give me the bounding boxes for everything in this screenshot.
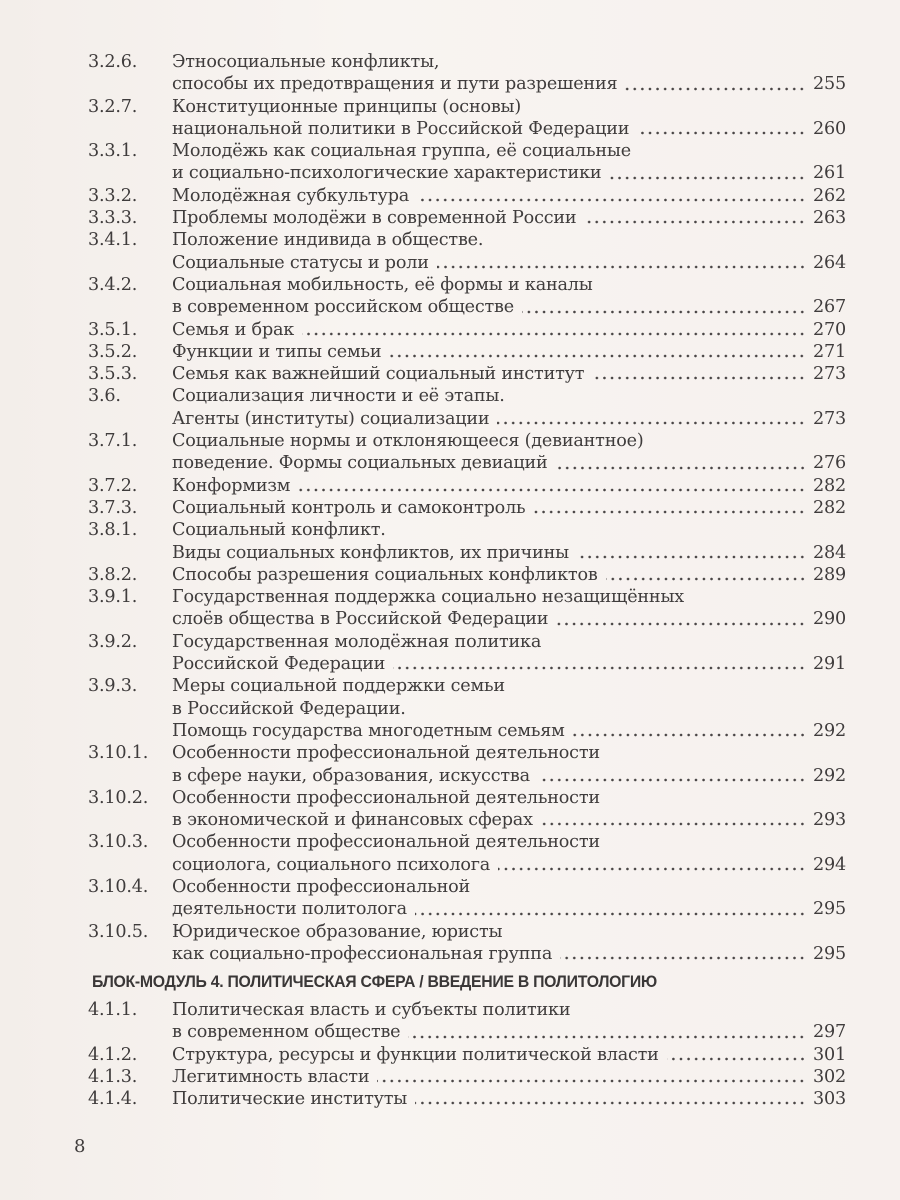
- entry-title: Особенности профессиональной деятельности: [172, 832, 600, 853]
- dot-leader: [667, 1057, 806, 1061]
- entry-page: 270: [813, 319, 846, 340]
- entry-title: в современном обществе: [172, 1022, 401, 1043]
- dot-leader: [592, 376, 806, 380]
- entry-title: в Российской Федерации.: [172, 698, 406, 719]
- dot-leader: [408, 1035, 806, 1039]
- entry-title: Семья как важнейший социальный институт: [172, 364, 585, 385]
- entry-title: Помощь государства многодетным семьям: [172, 720, 565, 741]
- toc-line: [88, 1044, 846, 1066]
- entry-title: Структура, ресурсы и функции политической власти: [172, 1044, 659, 1065]
- toc-entry[interactable]: [88, 675, 846, 742]
- entry-title: Политические институты: [172, 1089, 408, 1110]
- dot-leader: [302, 332, 806, 336]
- entry-title: Особенности профессиональной деятельности: [172, 787, 600, 808]
- entry-title: в экономической и финансовых сферах: [172, 810, 533, 831]
- entry-number: 3.2.7.: [88, 96, 138, 117]
- entry-title: способы их предотвращения и пути разрешения: [172, 74, 618, 95]
- toc-line: [88, 274, 846, 296]
- toc-entry[interactable]: [88, 831, 846, 876]
- toc-line: [88, 96, 846, 118]
- toc-line: [88, 363, 846, 385]
- toc-line: [88, 586, 846, 608]
- toc-entry[interactable]: [88, 519, 846, 564]
- toc-line: [88, 140, 846, 162]
- toc-entry[interactable]: [88, 787, 846, 832]
- toc-entry[interactable]: [88, 564, 846, 586]
- toc-line: [88, 185, 846, 207]
- entry-page: 297: [813, 1022, 846, 1043]
- entry-number: 3.10.3.: [88, 832, 149, 853]
- entry-title: национальной политики в Российской Федерации: [172, 118, 630, 139]
- dot-leader: [533, 510, 806, 514]
- entry-page: 273: [813, 364, 846, 385]
- entry-number: 3.10.2.: [88, 787, 149, 808]
- dot-leader: [497, 421, 806, 425]
- entry-title: Конституционные принципы (основы): [172, 96, 522, 117]
- toc-entry[interactable]: [88, 631, 846, 676]
- dot-leader: [637, 131, 806, 135]
- toc-line: [88, 720, 846, 742]
- dot-leader: [556, 466, 806, 470]
- entry-number: 3.6.: [88, 386, 121, 407]
- toc-line: [88, 319, 846, 341]
- toc-line: [88, 408, 846, 430]
- toc-entry[interactable]: [88, 363, 846, 385]
- page-number: 8: [74, 1136, 86, 1157]
- toc-line: [88, 608, 846, 630]
- entry-title: в сфере науки, образования, искусства: [172, 765, 530, 786]
- entry-title: Этносоциальные конфликты,: [172, 52, 440, 72]
- toc-entry[interactable]: [88, 185, 846, 207]
- toc-line: [88, 943, 846, 965]
- entry-number: 3.4.1.: [88, 230, 138, 251]
- entry-title: Положение индивида в обществе.: [172, 230, 484, 251]
- toc-line: [88, 742, 846, 764]
- entry-number: 4.1.2.: [88, 1044, 138, 1065]
- toc-line: [88, 207, 846, 229]
- dot-leader: [584, 220, 806, 224]
- entry-number: 3.10.1.: [88, 743, 149, 764]
- section-heading: БЛОК-МОДУЛЬ 4. ПОЛИТИЧЕСКАЯ СФЕРА / ВВЕДЕНИЕ В ПОЛИТОЛОГИЮ: [92, 972, 657, 991]
- entry-number: 3.10.4.: [88, 876, 149, 897]
- toc-line: [88, 921, 846, 943]
- entry-number: 3.3.3.: [88, 208, 138, 229]
- toc-line: [88, 519, 846, 541]
- toc-line: [88, 631, 846, 653]
- toc-line: [88, 385, 846, 407]
- entry-title: Конформизм: [172, 475, 291, 496]
- toc-entry[interactable]: [88, 51, 846, 96]
- entry-page: 271: [813, 341, 846, 362]
- entry-title: Способы разрешения социальных конфликтов: [172, 564, 598, 585]
- dot-leader: [609, 176, 806, 180]
- entry-title: Социальные нормы и отклоняющееся (девиантное): [172, 431, 644, 452]
- entry-page: 282: [813, 475, 846, 496]
- entry-title: Легитимность власти: [172, 1066, 370, 1087]
- entry-title: Функции и типы семьи: [172, 341, 382, 362]
- entry-page: 295: [813, 943, 846, 964]
- toc-entry[interactable]: [88, 385, 846, 430]
- dot-leader: [556, 622, 806, 626]
- toc-entry[interactable]: [88, 586, 846, 631]
- table-of-contents-section-3: [88, 51, 846, 965]
- toc-entry[interactable]: [88, 876, 846, 921]
- dot-leader: [377, 1079, 806, 1083]
- toc-entry[interactable]: [88, 1066, 846, 1088]
- dot-leader: [498, 867, 806, 871]
- entry-page: 260: [813, 118, 846, 139]
- toc-entry[interactable]: [88, 229, 846, 274]
- entry-number: 4.1.3.: [88, 1066, 138, 1087]
- toc-line: [88, 252, 846, 274]
- dot-leader: [393, 666, 806, 670]
- entry-title: Политическая власть и субъекты политики: [172, 1000, 571, 1020]
- entry-number: 3.4.2.: [88, 274, 138, 295]
- toc-line: [88, 787, 846, 809]
- toc-entry[interactable]: [88, 430, 846, 475]
- entry-page: 290: [813, 609, 846, 630]
- entry-title: Особенности профессиональной деятельности: [172, 743, 600, 764]
- toc-entry[interactable]: [88, 921, 846, 966]
- entry-page: 293: [813, 810, 846, 831]
- entry-title: Государственная поддержка социально незащищённых: [172, 587, 684, 608]
- table-of-contents-section-4: [88, 999, 846, 1110]
- toc-line: [88, 854, 846, 876]
- toc-entry[interactable]: [88, 341, 846, 363]
- toc-line: [88, 1066, 846, 1088]
- toc-line: [88, 73, 846, 95]
- entry-title: Виды социальных конфликтов, их причины: [172, 542, 569, 563]
- toc-line: [88, 296, 846, 318]
- entry-page: 263: [813, 208, 846, 229]
- toc-entry[interactable]: [88, 1044, 846, 1066]
- entry-number: 4.1.1.: [88, 1000, 138, 1020]
- entry-number: 3.2.6.: [88, 52, 138, 72]
- toc-line: [88, 831, 846, 853]
- entry-number: 3.8.1.: [88, 520, 138, 541]
- entry-title: Социальная мобильность, её формы и каналы: [172, 274, 593, 295]
- toc-line: [88, 51, 846, 73]
- entry-number: 3.3.2.: [88, 185, 138, 206]
- entry-title: Социальные статусы и роли: [172, 252, 429, 273]
- entry-number: 3.5.3.: [88, 364, 138, 385]
- toc-line: [88, 1088, 846, 1110]
- dot-leader: [560, 956, 806, 960]
- entry-title: Семья и брак: [172, 319, 295, 340]
- dot-leader: [538, 778, 806, 782]
- entry-number: 3.5.2.: [88, 341, 138, 362]
- entry-number: 3.3.1.: [88, 141, 138, 162]
- dot-leader: [625, 87, 806, 91]
- toc-line: [88, 1021, 846, 1043]
- toc-line: [88, 542, 846, 564]
- entry-number: 3.5.1.: [88, 319, 138, 340]
- entry-page: 273: [813, 408, 846, 429]
- entry-title: Российской Федерации: [172, 654, 386, 675]
- dot-leader: [522, 310, 806, 314]
- entry-title: и социально-психологические характеристики: [172, 163, 602, 184]
- toc-line: [88, 653, 846, 675]
- entry-page: 267: [813, 297, 846, 318]
- entry-title: Проблемы молодёжи в современной России: [172, 208, 577, 229]
- toc-line: [88, 452, 846, 474]
- toc-entry[interactable]: [88, 497, 846, 519]
- entry-title: Юридическое образование, юристы: [172, 921, 503, 942]
- entry-page: 291: [813, 654, 846, 675]
- toc-line: [88, 809, 846, 831]
- toc-line: [88, 118, 846, 140]
- toc-line: [88, 497, 846, 519]
- entry-title: Молодёжь как социальная группа, её социальные: [172, 141, 631, 162]
- entry-page: 276: [813, 453, 846, 474]
- toc-entry[interactable]: [88, 1088, 846, 1110]
- dot-leader: [573, 733, 806, 737]
- toc-entry[interactable]: [88, 999, 846, 1044]
- entry-page: 262: [813, 185, 846, 206]
- entry-page: 284: [813, 542, 846, 563]
- toc-entry[interactable]: [88, 319, 846, 341]
- entry-page: 303: [813, 1089, 846, 1110]
- entry-number: 4.1.4.: [88, 1089, 138, 1110]
- entry-number: 3.7.2.: [88, 475, 138, 496]
- entry-title: Особенности профессиональной: [172, 876, 471, 897]
- toc-entry[interactable]: [88, 140, 846, 185]
- entry-number: 3.9.1.: [88, 587, 138, 608]
- entry-number: 3.9.2.: [88, 631, 138, 652]
- toc-entry[interactable]: [88, 475, 846, 497]
- entry-page: 264: [813, 252, 846, 273]
- entry-title: поведение. Формы социальных девиаций: [172, 453, 548, 474]
- entry-number: 3.7.1.: [88, 431, 138, 452]
- entry-title: в современном российском обществе: [172, 297, 514, 318]
- dot-leader: [437, 265, 806, 269]
- entry-title: Государственная молодёжная политика: [172, 631, 542, 652]
- toc-line: [88, 564, 846, 586]
- toc-line: [88, 430, 846, 452]
- entry-number: 3.9.3.: [88, 676, 138, 697]
- entry-title: Молодёжная субкультура: [172, 185, 410, 206]
- toc-line: [88, 341, 846, 363]
- toc-line: [88, 475, 846, 497]
- entry-page: 301: [813, 1044, 846, 1065]
- entry-title: Меры социальной поддержки семьи: [172, 676, 505, 697]
- entry-title: Социальный контроль и самоконтроль: [172, 497, 526, 518]
- entry-title: деятельности политолога: [172, 899, 407, 920]
- toc-entry[interactable]: [88, 742, 846, 787]
- toc-entry[interactable]: [88, 274, 846, 319]
- dot-leader: [389, 354, 806, 358]
- toc-line: [88, 765, 846, 787]
- entry-page: 292: [813, 765, 846, 786]
- entry-number: 3.8.2.: [88, 564, 138, 585]
- entry-page: 302: [813, 1066, 846, 1087]
- entry-page: 282: [813, 497, 846, 518]
- toc-line: [88, 675, 846, 697]
- toc-entry[interactable]: [88, 207, 846, 229]
- entry-page: 294: [813, 854, 846, 875]
- dot-leader: [417, 198, 806, 202]
- entry-title: Агенты (институты) социализации: [172, 408, 490, 429]
- entry-number: 3.10.5.: [88, 921, 149, 942]
- toc-line: [88, 162, 846, 184]
- entry-page: 261: [813, 163, 846, 184]
- entry-title: социолога, социального психолога: [172, 854, 491, 875]
- entry-page: 289: [813, 564, 846, 585]
- toc-line: [88, 999, 846, 1021]
- dot-leader: [415, 912, 806, 916]
- entry-title: Социальный конфликт.: [172, 520, 386, 541]
- entry-number: 3.7.3.: [88, 497, 138, 518]
- dot-leader: [298, 488, 806, 492]
- entry-title: слоёв общества в Российской Федерации: [172, 609, 549, 630]
- dot-leader: [606, 577, 806, 581]
- entry-page: 295: [813, 899, 846, 920]
- dot-leader: [577, 555, 806, 559]
- toc-entry[interactable]: [88, 96, 846, 141]
- entry-title: Социализация личности и её этапы.: [172, 386, 505, 407]
- entry-page: 255: [813, 74, 846, 95]
- dot-leader: [541, 822, 806, 826]
- dot-leader: [415, 1101, 806, 1105]
- toc-line: [88, 876, 846, 898]
- toc-line: [88, 229, 846, 251]
- toc-line: [88, 898, 846, 920]
- entry-title: как социально-профессиональная группа: [172, 943, 553, 964]
- toc-line: [88, 698, 846, 720]
- entry-page: 292: [813, 720, 846, 741]
